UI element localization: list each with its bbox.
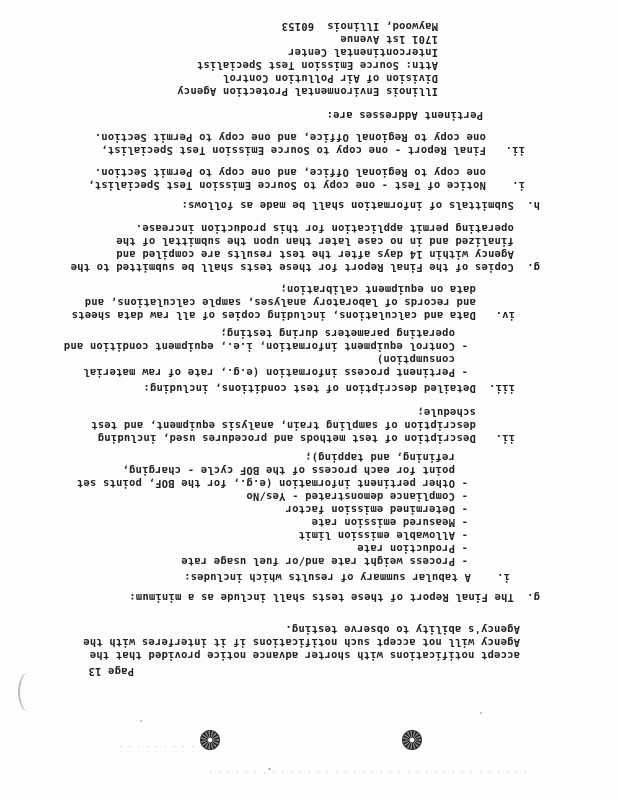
text-line: one copy to Regional Office, and one copy to Permit Section. [94, 131, 525, 143]
text-line: - Measured emission rate [311, 516, 468, 528]
text-line: g. Copies of the Final Report for these tests shall be submitted to the [70, 261, 540, 273]
text-line: and records of laboratory analyses, sample calculations, and [84, 296, 515, 308]
text-line: one copy to Regional Office, and one copy to Permit Section. [94, 166, 525, 178]
text-line: - Allowable emission limit [298, 529, 468, 541]
address-line: 1701 1st Avenue [340, 33, 438, 45]
address-line: Intercontinental Center [288, 46, 438, 58]
text-line: h. Submittals of information shall be made as follows: [181, 199, 540, 211]
text-line: - Process weight rate and/or fuel usage rate [181, 555, 468, 567]
text-line: refining, and tapping); [304, 451, 468, 463]
punch-hole-mark [402, 730, 422, 750]
punch-hole-mark [200, 730, 220, 750]
text-line: consumption) [376, 353, 468, 365]
text-line: description of sampling train, analysis equipment, and test [91, 419, 515, 431]
text-line: - Pertinent process information (e.g., rate of raw material [83, 366, 468, 378]
text-line: point for each process of the BOF cycle - charging, [122, 464, 468, 476]
address-line: Division of Air Pollution Control [222, 72, 438, 84]
scan-noise [120, 746, 200, 747]
text-line: Pertinent Addresses are: [326, 109, 483, 121]
address-line: Illinois Environmental Protection Agency [177, 85, 438, 97]
text-line: - Production rate [357, 542, 468, 554]
address-line: Maywood, Illinois 60153 [281, 20, 438, 32]
address-line: Attn: Source Emission Test Specialist [196, 59, 438, 71]
text-line: finalized and in no case later than upon the submittal of the [116, 235, 540, 247]
text-line: ii. Description of test methods and procedures used, including [97, 432, 515, 444]
text-line: Agency's ability to observe testing. [285, 623, 520, 635]
scan-speck [480, 712, 482, 714]
page-number-label: Page 13 [88, 665, 134, 677]
text-line: i. A tabular summary of results which includes: [183, 571, 510, 583]
text-line: i. Notice of Test - one copy to Source Emission Test Specialist, [88, 179, 525, 191]
text-line: operating parameters during testing; [220, 327, 468, 339]
text-line: data on equipment calibration; [280, 283, 515, 295]
text-line: - Compliance demonstrated - Yes/No [246, 490, 468, 502]
scan-noise [210, 772, 530, 773]
text-line: - Other pertinent information (e.g., for the BOF, points set [76, 477, 468, 489]
scan-edge-artifact [18, 672, 40, 712]
text-line: iii. Detailed description of test conditions, including: [143, 382, 515, 394]
text-line: g. The Final Report of these tests shall include as a minimum: [129, 591, 540, 603]
text-line: iv. Data and calculations, including copies of all raw data sheets [71, 309, 515, 321]
text-line: operating permit application for this production increase. [135, 222, 540, 234]
text-line: - Control equipment information, i.e., equipment condition and [63, 340, 468, 352]
text-line: schedule; [417, 406, 515, 418]
text-line: accept notifications with shorter advance notice provided that the [89, 649, 520, 661]
scan-speck [268, 768, 271, 770]
text-line: ii. Final Report - one copy to Source Emission Test Specialist, [101, 144, 525, 156]
text-line: - Determined emission factor [285, 503, 468, 515]
text-line: Agency will not accept such notifications if it interferes with the [83, 636, 520, 648]
scan-speck [140, 720, 142, 722]
text-line: Agency within 14 days after the test results are compiled and [116, 248, 540, 260]
